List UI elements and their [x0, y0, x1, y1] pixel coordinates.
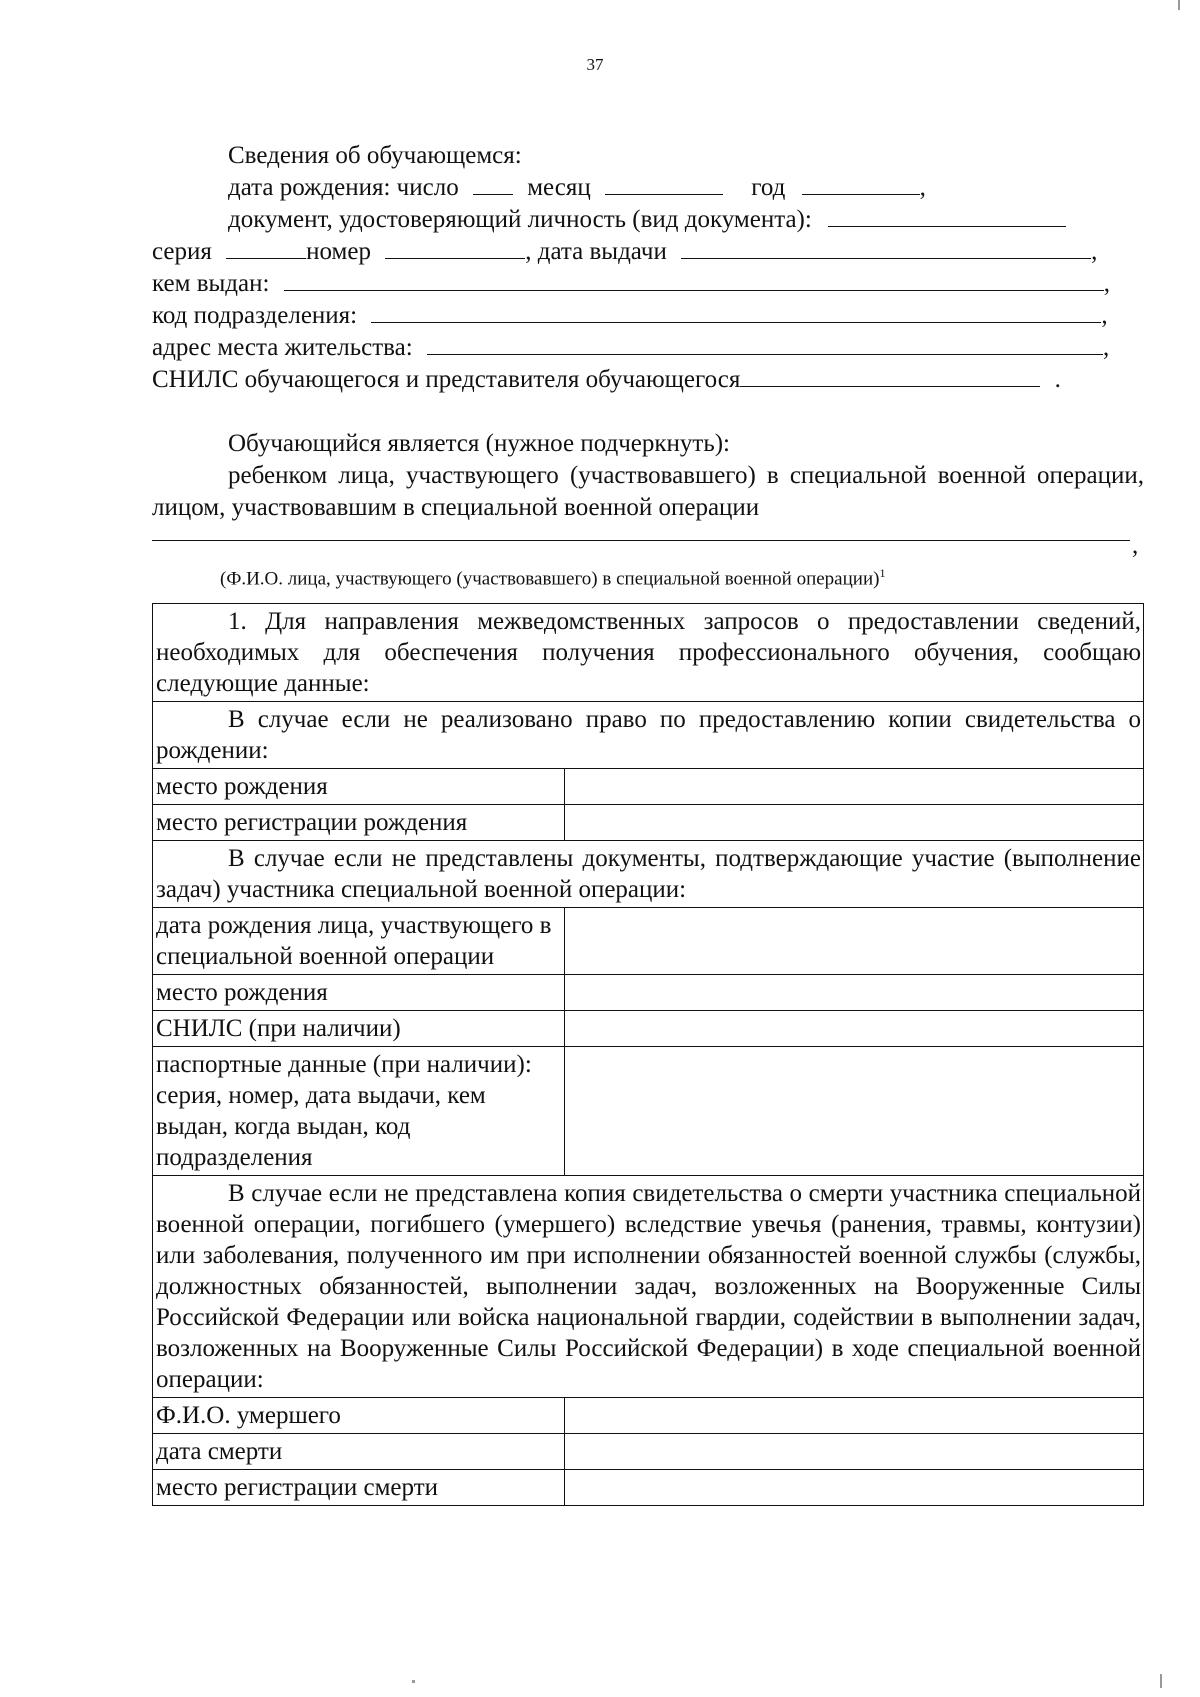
issued-by-field[interactable] — [284, 268, 1104, 291]
birth-registration-field[interactable] — [565, 805, 1144, 841]
table-row — [153, 805, 1144, 841]
table-row — [153, 975, 1144, 1011]
death-date-label: дата смерти — [153, 1434, 565, 1470]
birth-day-field[interactable] — [473, 172, 513, 195]
birth-date-label: дата рождения: число — [228, 174, 459, 201]
data-table — [152, 603, 1144, 1506]
snils-period: . — [1054, 366, 1061, 393]
deceased-name-field[interactable] — [565, 1398, 1144, 1434]
status-options[interactable]: ребенком лица, участвующего (участвовавшего) в специальной военной операции, лицом, участвовавшим в специальной военной операции — [152, 462, 1144, 521]
scan-artifact — [412, 1680, 415, 1683]
svo-docs-section: В случае если не представлены документы, подтверждающие участие (выполнение задач) участника специальной военной операции: — [153, 841, 1144, 908]
issue-date-label: , дата выдачи — [525, 238, 667, 265]
scan-artifact — [1160, 1674, 1162, 1688]
participant-name-caption — [220, 566, 885, 590]
series-field[interactable] — [226, 236, 306, 259]
table-row — [153, 604, 1144, 702]
birth-registration-label: место регистрации рождения — [153, 805, 565, 841]
scan-artifact — [1178, 0, 1180, 10]
birth-place-field[interactable] — [565, 769, 1144, 805]
participant-name-field[interactable] — [152, 540, 1130, 541]
table-row — [153, 702, 1144, 769]
snils-row — [152, 364, 1061, 396]
address-comma: , — [1102, 334, 1110, 361]
status-heading: Обучающийся является (нужное подчеркнуть): — [228, 430, 730, 457]
issued-by-row — [152, 268, 1110, 300]
footnote-mark: 1 — [879, 566, 886, 580]
id-document-label: документ, удостоверяющий личность (вид документа): — [228, 206, 812, 233]
participant-name-comma: , — [1132, 532, 1139, 559]
issue-date-field[interactable] — [681, 236, 1091, 259]
birth-year-field[interactable] — [802, 172, 920, 195]
table-row — [153, 841, 1144, 908]
deceased-name-label: Ф.И.О. умершего — [153, 1398, 565, 1434]
birth-cert-section: В случае если не реализовано право по предоставлению копии свидетельства о рождении: — [153, 702, 1144, 769]
id-document-row — [228, 204, 1066, 236]
passport-row — [152, 236, 1097, 268]
participant-birth-place-field[interactable] — [565, 975, 1144, 1011]
birth-month-field[interactable] — [605, 172, 723, 195]
participant-birth-date-field[interactable] — [565, 908, 1144, 975]
table-row — [153, 1011, 1144, 1047]
page-number: 37 — [586, 55, 604, 74]
address-label: адрес места жительства: — [152, 334, 413, 361]
table-row — [153, 1470, 1144, 1506]
death-date-field[interactable] — [565, 1434, 1144, 1470]
participant-birth-date-label: дата рождения лица, участвующего в специальной военной операции — [153, 908, 565, 975]
number-label: номер — [306, 238, 371, 265]
participant-name-caption-text: (Ф.И.О. лица, участвующего (участвовавшего) в специальной военной операции) — [220, 568, 880, 590]
death-registration-label: место регистрации смерти — [153, 1470, 565, 1506]
series-label: серия — [152, 238, 212, 265]
issue-date-comma: , — [1091, 238, 1098, 265]
table-row — [153, 769, 1144, 805]
table-row — [153, 1434, 1144, 1470]
division-code-label: код подразделения: — [152, 302, 358, 329]
birth-date-comma: , — [919, 174, 926, 201]
table-row — [153, 1047, 1144, 1176]
participant-snils-field[interactable] — [565, 1011, 1144, 1047]
issued-by-label: кем выдан: — [152, 270, 270, 297]
snils-field[interactable] — [740, 364, 1040, 387]
division-code-comma: , — [1101, 302, 1108, 329]
participant-passport-field[interactable] — [565, 1047, 1144, 1176]
division-code-field[interactable] — [371, 300, 1101, 323]
death-registration-field[interactable] — [565, 1470, 1144, 1506]
division-code-row — [152, 300, 1108, 332]
participant-passport-label: паспортные данные (при наличии): серия, номер, дата выдачи, кем выдан, когда выдан, код подразделения — [153, 1047, 565, 1176]
table-row — [153, 908, 1144, 975]
snils-label: СНИЛС обучающегося и представителя обучающегося — [152, 366, 741, 393]
month-label: месяц — [527, 174, 591, 201]
death-cert-section: В случае если не представлена копия свидетельства о смерти участника специальной военной операции, погибшего (умершего) вследствие увечья (ранения, травмы, контузии) или заболевания, полученного им при исполнении обязанностей военной службы (службы, должностных обязанностей, выполнении задач, возложенных на Вооруженные Силы Российской Федерации или войска национальной гвардии, содействии в выполнении задач, возложенных на Вооруженные Силы Российской Федерации) в ходе специальной военной операции: — [153, 1176, 1144, 1398]
number-field[interactable] — [385, 236, 525, 259]
table-row — [153, 1176, 1144, 1398]
address-field[interactable] — [427, 332, 1103, 355]
intro-text: 1. Для направления межведомственных запросов о предоставлении сведений, необходимых для обеспечения получения профессионального обучения, сообщаю следующие данные: — [153, 604, 1144, 702]
issued-by-comma: , — [1103, 270, 1110, 297]
birth-date-row — [228, 172, 926, 204]
table-row — [153, 1398, 1144, 1434]
year-label: год — [751, 174, 786, 201]
id-document-type-field[interactable] — [828, 204, 1066, 227]
student-info-heading: Сведения об обучающемся: — [228, 142, 522, 169]
participant-birth-place-label: место рождения — [153, 975, 565, 1011]
participant-snils-label: СНИЛС (при наличии) — [153, 1011, 565, 1047]
birth-place-label: место рождения — [153, 769, 565, 805]
address-row — [152, 332, 1109, 364]
